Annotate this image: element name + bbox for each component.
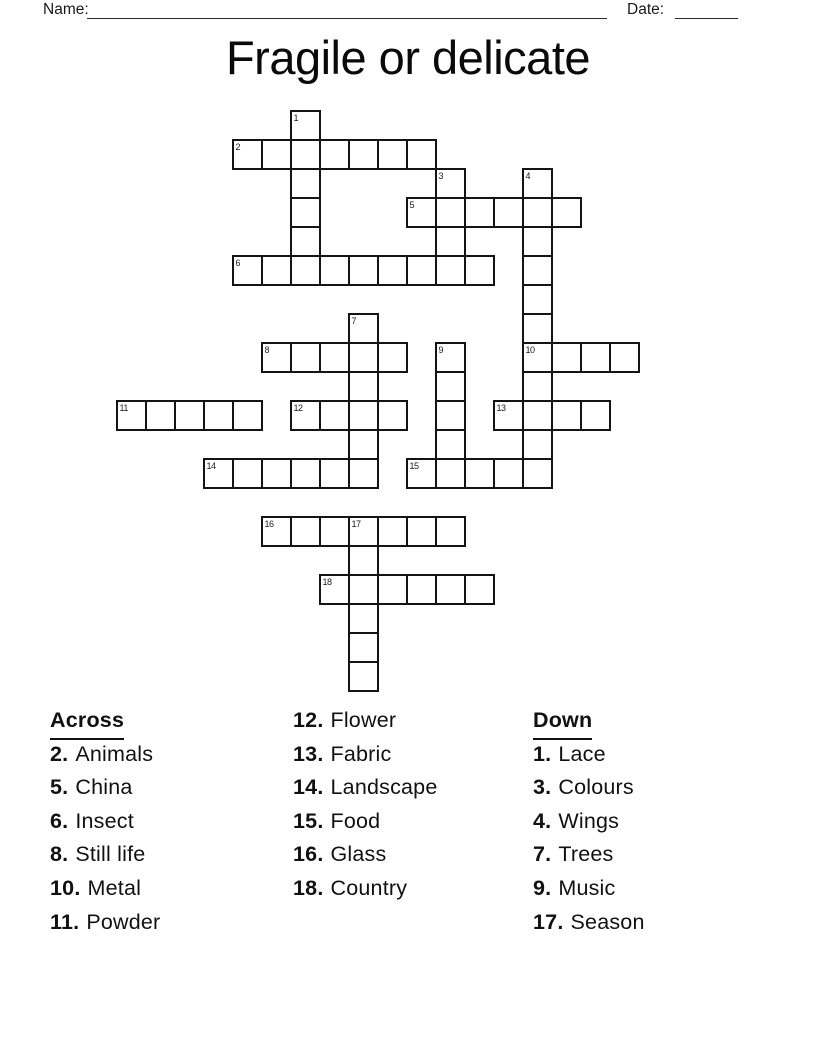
grid-cell[interactable] — [348, 545, 379, 576]
grid-cell[interactable] — [232, 255, 263, 286]
grid-cell[interactable] — [406, 458, 437, 489]
clue-text: Food — [330, 808, 381, 833]
grid-cell[interactable] — [290, 458, 321, 489]
grid-cell[interactable] — [348, 313, 379, 344]
clue-item — [50, 805, 160, 839]
grid-cell[interactable] — [290, 400, 321, 431]
clue-item — [50, 738, 160, 772]
clue-item — [293, 872, 438, 906]
grid-cell[interactable] — [348, 516, 379, 547]
clue-number: 18. — [293, 875, 324, 900]
grid-cell[interactable] — [290, 168, 321, 199]
grid-cell[interactable] — [377, 342, 408, 373]
grid-cell[interactable] — [319, 342, 350, 373]
clue-text: Powder — [86, 909, 161, 934]
clue-number: 10. — [50, 875, 81, 900]
grid-cell[interactable] — [348, 603, 379, 634]
cell-number: 1 — [293, 112, 299, 123]
grid-cell[interactable] — [464, 197, 495, 228]
clue-number: 4. — [533, 808, 552, 833]
clue-text: Wings — [558, 808, 620, 833]
grid-cell[interactable] — [319, 516, 350, 547]
grid-cell[interactable] — [348, 342, 379, 373]
grid-cell[interactable] — [406, 516, 437, 547]
grid-cell[interactable] — [522, 458, 553, 489]
grid-cell[interactable] — [348, 632, 379, 663]
clue-item — [50, 771, 160, 805]
grid-cell[interactable] — [464, 574, 495, 605]
grid-cell[interactable] — [435, 226, 466, 257]
clue-item — [533, 805, 645, 839]
grid-cell[interactable] — [464, 458, 495, 489]
grid-cell[interactable] — [203, 458, 234, 489]
clue-number: 2. — [50, 741, 69, 766]
clue-number: 3. — [533, 775, 552, 800]
clue-text: Season — [570, 909, 645, 934]
grid-cell[interactable] — [522, 168, 553, 199]
name-input-line[interactable] — [87, 3, 607, 19]
clue-item — [533, 906, 645, 940]
clue-text: Colours — [558, 775, 634, 800]
grid-cell[interactable] — [348, 400, 379, 431]
grid-cell[interactable] — [348, 458, 379, 489]
grid-cell[interactable] — [290, 197, 321, 228]
grid-cell[interactable] — [319, 255, 350, 286]
grid-cell[interactable] — [290, 110, 321, 141]
grid-cell[interactable] — [406, 197, 437, 228]
clue-item — [533, 771, 645, 805]
grid-cell[interactable] — [290, 226, 321, 257]
clue-text: Flower — [330, 708, 397, 732]
clue-list-across — [50, 704, 160, 939]
clue-item — [50, 838, 160, 872]
grid-cell[interactable] — [319, 458, 350, 489]
grid-cell[interactable] — [522, 429, 553, 460]
grid-cell[interactable] — [406, 255, 437, 286]
grid-cell[interactable] — [290, 255, 321, 286]
grid-cell[interactable] — [377, 255, 408, 286]
clue-number: 9. — [533, 875, 552, 900]
date-label: Date: — [627, 1, 665, 18]
clue-text: Trees — [558, 842, 614, 867]
cell-number: 2 — [235, 141, 241, 152]
clue-item — [293, 838, 438, 872]
grid-cell[interactable] — [261, 139, 292, 170]
cell-number: 5 — [409, 199, 415, 210]
grid-cell[interactable] — [348, 574, 379, 605]
puzzle-title: Fragile or delicate — [225, 31, 591, 84]
across-header: Across — [50, 704, 160, 738]
clue-list-across-continued — [293, 704, 438, 906]
grid-cell[interactable] — [435, 516, 466, 547]
cell-number: 10 — [525, 344, 535, 355]
grid-cell[interactable] — [522, 400, 553, 431]
clue-number: 6. — [50, 808, 69, 833]
grid-cell[interactable] — [203, 400, 234, 431]
grid-cell[interactable] — [522, 342, 553, 373]
cell-number: 15 — [409, 460, 419, 471]
grid-cell[interactable] — [348, 139, 379, 170]
clue-list-down — [533, 704, 645, 939]
grid-cell[interactable] — [406, 574, 437, 605]
clue-number: 17. — [533, 909, 564, 934]
grid-cell[interactable] — [319, 574, 350, 605]
clue-item — [533, 872, 645, 906]
grid-cell[interactable] — [435, 574, 466, 605]
clue-number: 15. — [293, 808, 324, 833]
grid-cell[interactable] — [261, 516, 292, 547]
clue-item — [50, 906, 160, 940]
grid-cell[interactable] — [522, 313, 553, 344]
cell-number: 8 — [264, 344, 270, 355]
cell-number: 6 — [235, 257, 241, 268]
grid-cell[interactable] — [522, 226, 553, 257]
name-label: Name: — [43, 1, 89, 18]
grid-cell[interactable] — [435, 458, 466, 489]
grid-cell[interactable] — [580, 400, 611, 431]
grid-cell[interactable] — [290, 342, 321, 373]
grid-cell[interactable] — [377, 516, 408, 547]
grid-cell[interactable] — [319, 139, 350, 170]
grid-cell[interactable] — [377, 574, 408, 605]
grid-cell[interactable] — [464, 255, 495, 286]
grid-cell[interactable] — [435, 197, 466, 228]
clue-item — [533, 838, 645, 872]
cell-number: 16 — [264, 518, 274, 529]
grid-cell[interactable] — [580, 342, 611, 373]
grid-cell[interactable] — [609, 342, 640, 373]
clue-text: Still life — [75, 842, 146, 867]
grid-cell[interactable] — [551, 400, 582, 431]
grid-cell[interactable] — [261, 458, 292, 489]
grid-cell[interactable] — [290, 516, 321, 547]
grid-cell[interactable] — [348, 661, 379, 692]
clue-number: 1. — [533, 741, 552, 766]
clue-number: 11. — [50, 909, 80, 934]
grid-cell[interactable] — [493, 400, 524, 431]
grid-cell[interactable] — [145, 400, 176, 431]
grid-cell[interactable] — [406, 139, 437, 170]
grid-cell[interactable] — [348, 429, 379, 460]
clue-text: China — [75, 775, 133, 800]
clue-text: Country — [330, 875, 408, 900]
grid-cell[interactable] — [116, 400, 147, 431]
clue-text: Glass — [330, 842, 387, 867]
grid-cell[interactable] — [493, 458, 524, 489]
grid-cell[interactable] — [435, 371, 466, 402]
grid-cell[interactable] — [348, 371, 379, 402]
grid-cell[interactable] — [551, 197, 582, 228]
clue-item — [293, 704, 438, 738]
clue-text: Lace — [558, 741, 606, 766]
crossword-grid — [116, 110, 640, 692]
grid-cell[interactable] — [377, 400, 408, 431]
grid-cell[interactable] — [522, 197, 553, 228]
cell-number: 14 — [206, 460, 216, 471]
cell-number: 12 — [293, 402, 303, 413]
cell-number: 4 — [525, 170, 531, 181]
grid-cell[interactable] — [232, 139, 263, 170]
cell-number: 13 — [496, 402, 506, 413]
grid-cell[interactable] — [435, 168, 466, 199]
clue-item — [293, 805, 438, 839]
cell-number: 7 — [351, 315, 357, 326]
grid-cell[interactable] — [493, 197, 524, 228]
date-input-line[interactable] — [675, 3, 738, 19]
grid-cell[interactable] — [522, 255, 553, 286]
cell-number: 17 — [351, 518, 361, 529]
grid-cell[interactable] — [348, 255, 379, 286]
grid-cell[interactable] — [435, 429, 466, 460]
grid-cell[interactable] — [435, 342, 466, 373]
cell-number: 18 — [322, 576, 332, 587]
clue-number: 13. — [293, 741, 324, 766]
clue-item — [50, 872, 160, 906]
grid-cell[interactable] — [522, 284, 553, 315]
grid-cell[interactable] — [377, 139, 408, 170]
clue-text: Insect — [75, 808, 134, 833]
clue-number: 14. — [293, 775, 324, 800]
clue-number: 16. — [293, 842, 324, 867]
grid-cell[interactable] — [435, 255, 466, 286]
clue-number: 12. — [293, 708, 324, 732]
grid-cell[interactable] — [232, 458, 263, 489]
grid-cell[interactable] — [522, 371, 553, 402]
clue-item — [533, 738, 645, 772]
grid-cell[interactable] — [261, 342, 292, 373]
clue-number: 8. — [50, 842, 69, 867]
clue-item — [293, 738, 438, 772]
grid-cell[interactable] — [290, 139, 321, 170]
cell-number: 9 — [438, 344, 444, 355]
grid-cell[interactable] — [232, 400, 263, 431]
clue-item — [293, 771, 438, 805]
grid-cell[interactable] — [261, 255, 292, 286]
clue-number: 5. — [50, 775, 69, 800]
down-header: Down — [533, 704, 645, 738]
clue-number: 7. — [533, 842, 552, 867]
clue-text: Animals — [75, 741, 154, 766]
grid-cell[interactable] — [551, 342, 582, 373]
clue-text: Metal — [87, 875, 142, 900]
clue-text: Landscape — [330, 775, 438, 800]
grid-cell[interactable] — [435, 400, 466, 431]
clue-text: Fabric — [330, 741, 392, 766]
grid-cell[interactable] — [174, 400, 205, 431]
clue-text: Music — [558, 875, 616, 900]
cell-number: 3 — [438, 170, 444, 181]
cell-number: 11 — [119, 402, 128, 413]
grid-cell[interactable] — [319, 400, 350, 431]
